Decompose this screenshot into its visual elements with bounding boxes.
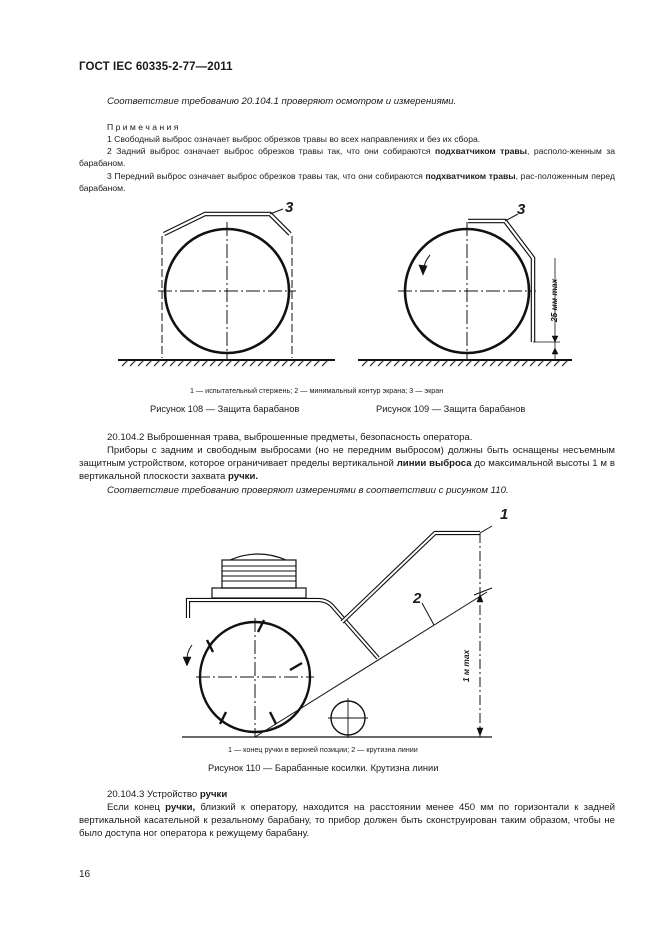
section-20-104-3-paragraph [79, 801, 615, 840]
s2-text-a: Приборы с задним и свободным выбросами (но не передним выбросом) должны быть оснащены несъемным защитным устройством, которое ограничивает пределы вертикальной [79, 445, 615, 469]
s3-heading-bold: ручки [199, 789, 228, 800]
blade-3 [270, 712, 276, 724]
compliance-text-1: Соответствие требованию 20.104.1 проверяют осмотром и измерениями. [107, 96, 457, 107]
note-3-text: 3 Передний выброс означает выброс обрезков травы так, что они собираются [107, 171, 426, 181]
fig109-dimension: 25 мм max [549, 278, 559, 322]
notes-title: П р и м е ч а н и я [107, 122, 179, 132]
s2-bold-b: линии выброса [396, 458, 472, 469]
fig110-label-1: 1 [500, 506, 509, 523]
leader-1 [480, 526, 492, 533]
document-header: ГОСТ IEC 60335-2-77—2011 [79, 61, 233, 73]
s3-text-c: близкий к оператору, находится на расстоянии менее 450 мм по горизонтали к задней вертикальной касательной к резальному барабану, то прибор должен быть сконструирован таким образом, чтобы не было доступа ног оператора к режущему барабану. [79, 802, 615, 839]
fig110-legend: 1 — конец ручки в верхней позиции; 2 — крутизна линии [228, 745, 418, 754]
caption-figure-110: Рисунок 110 — Барабанные косилки. Крутизна линии [208, 763, 439, 773]
caption-figure-109: Рисунок 109 — Защита барабанов [376, 404, 526, 414]
note-2-tail: , располо-женным за барабаном. [79, 146, 616, 169]
handle-inner [342, 533, 480, 622]
section-20-104-2-heading: 20.104.2 Выброшенная трава, выброшенные предметы, безопасность оператора. [107, 432, 473, 443]
dim-arrow-bottom [477, 728, 483, 736]
s3-text-a: Если конец [107, 802, 166, 813]
fig109-label-3: 3 [517, 201, 526, 218]
page-number: 16 [79, 869, 91, 880]
note-3-tail: , рас-положенным перед барабаном. [79, 171, 616, 194]
note-1: 1 Свободный выброс означает выброс обрезков травы во всех направлениях и без их сбора. [107, 134, 481, 144]
section-20-104-3-heading [79, 788, 615, 801]
fig110-label-2: 2 [413, 590, 422, 607]
note-3-bold: подхватчиком травы [425, 171, 516, 181]
s3-heading-text: 20.104.3 Устройство [107, 789, 200, 800]
rotation-arrowhead-110 [183, 657, 191, 666]
blade-2 [290, 663, 302, 670]
motor-block [222, 560, 296, 588]
leader-2 [422, 603, 434, 625]
handle [342, 533, 480, 622]
s3-bold-b: ручки, [165, 802, 196, 813]
s2-text-c: до максимальной высоты 1 м в вертикальной плоскости захвата [79, 458, 615, 482]
fig108-label-3: 3 [285, 199, 294, 216]
caption-figure-108: Рисунок 108 — Защита барабанов [150, 404, 300, 414]
fig110-dimension: 1 м max [461, 649, 471, 683]
compliance-text-2: Соответствие требованию проверяют измерениями в соответствии с рисунком 110. [107, 485, 509, 496]
motor-base [212, 588, 306, 598]
note-2-bold: подхватчиком травы [435, 146, 528, 156]
slope-line [255, 592, 487, 737]
note-2-text: 2 Задний выброс означает выброс обрезков травы так, что они собираются [107, 146, 436, 156]
fig108-109-legend: 1 — испытательный стержень; 2 — минимальный контур экрана; 3 — экран [190, 386, 444, 395]
s2-bold-d: ручки. [228, 471, 259, 482]
motor-top [230, 554, 286, 560]
